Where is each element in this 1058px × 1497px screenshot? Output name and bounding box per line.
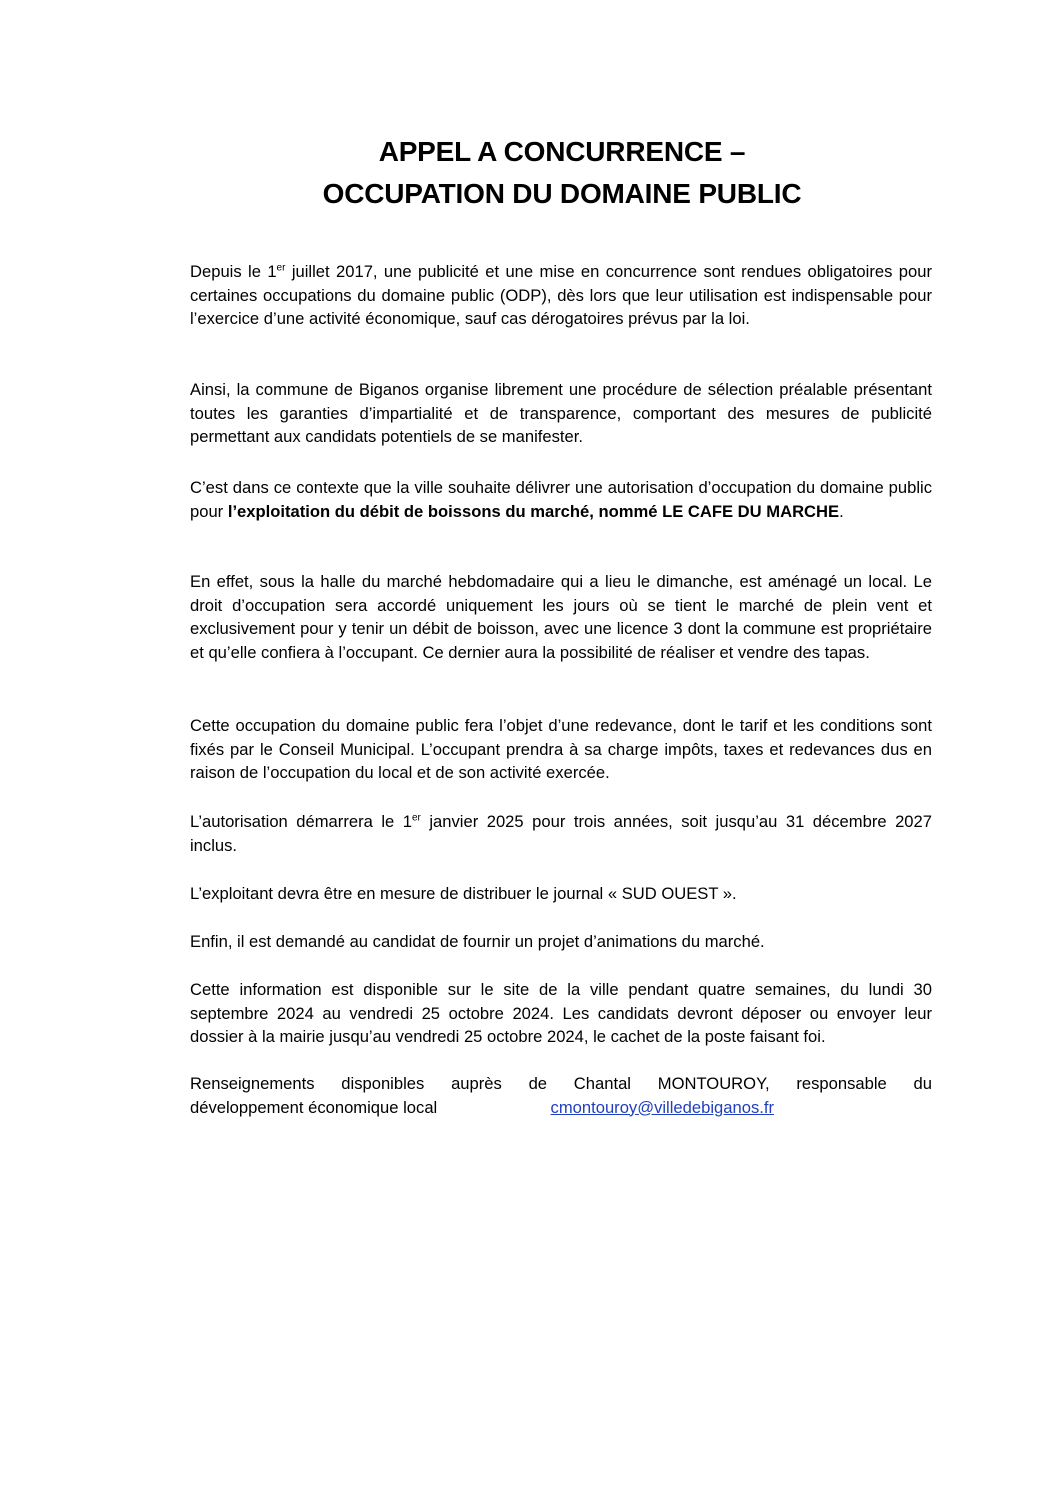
paragraph-deadline: Cette information est disponible sur le site de la ville pendant quatre semaines, du lundi 30 septembre 2024 au vendredi 25 octobre 2024. Les candidats devront déposer ou envoyer leur dossier à la mairie jusqu’au vendredi 25 octobre 2024, le cachet de la poste faisant foi. xyxy=(190,980,932,1046)
paragraph-duration-start: L’autorisation démarrera le 1 xyxy=(190,812,412,831)
contact-department: développement économique local xyxy=(190,1097,438,1117)
contact-block xyxy=(190,1072,932,1119)
document-title-line-2: OCCUPATION DU DOMAINE PUBLIC xyxy=(322,178,802,209)
paragraph-procedure: Ainsi, la commune de Biganos organise librement une procédure de sélection préalable présentant toutes les garanties d’impartialité et de transparence, comportant des mesures de publicité permettant aux candidats potentiels de se manifester. xyxy=(190,380,932,446)
paragraph-context xyxy=(190,476,932,523)
paragraph-fee: Cette occupation du domaine public fera l’objet d’une redevance, dont le tarif et les conditions sont fixés par le Conseil Municipal. L’occupant prendra à sa charge impôts, taxes et redevances dus en raison de l’occupation du local et de son activité exercée. xyxy=(190,716,932,782)
contact-line-1: Renseignements disponibles auprès de Chantal MONTOUROY, responsable du xyxy=(190,1074,932,1093)
paragraph-context-end: . xyxy=(839,501,844,521)
ordinal-superscript: er xyxy=(276,262,286,274)
paragraph-duration-rest: janvier 2025 pour trois années, soit jusqu’au 31 décembre 2027 inclus. xyxy=(190,812,932,855)
contact-email-link[interactable]: cmontouroy@villedebiganos.fr xyxy=(550,1097,774,1117)
paragraph-introduction xyxy=(190,260,932,331)
paragraph-context-start: C’est dans ce contexte que la ville souhaite délivrer une autorisation d’occupation du domaine public pour xyxy=(190,478,932,521)
paragraph-duration xyxy=(190,810,932,857)
paragraph-context-bold: l’exploitation du débit de boissons du marché, nommé LE CAFE DU MARCHE xyxy=(227,501,840,521)
ordinal-superscript: er xyxy=(411,812,421,824)
paragraph-newspaper: L’exploitant devra être en mesure de distribuer le journal « SUD OUEST ». xyxy=(190,884,737,903)
document-title-line-1: APPEL A CONCURRENCE – xyxy=(378,136,746,167)
paragraph-introduction-start: Depuis le 1 xyxy=(190,262,277,281)
paragraph-animations: Enfin, il est demandé au candidat de fournir un projet d’animations du marché. xyxy=(190,932,765,951)
paragraph-introduction-rest: juillet 2017, une publicité et une mise en concurrence sont rendues obligatoires pour certaines occupations du domaine public (ODP), dès lors que leur utilisation est indispensable pour l’exercice d’une activité économique, sauf cas dérogatoires prévus par la loi. xyxy=(190,262,932,328)
contact-line-2 xyxy=(190,1096,774,1120)
paragraph-local-description: En effet, sous la halle du marché hebdomadaire qui a lieu le dimanche, est aménagé un local. Le droit d’occupation sera accordé uniquement les jours où se tient le marché de plein vent et exclusivement pour y tenir un débit de boisson, avec une licence 3 dont la commune est propriétaire et qu’elle confiera à l’occupant. Ce dernier aura la possibilité de réaliser et vendre des tapas. xyxy=(190,572,932,662)
